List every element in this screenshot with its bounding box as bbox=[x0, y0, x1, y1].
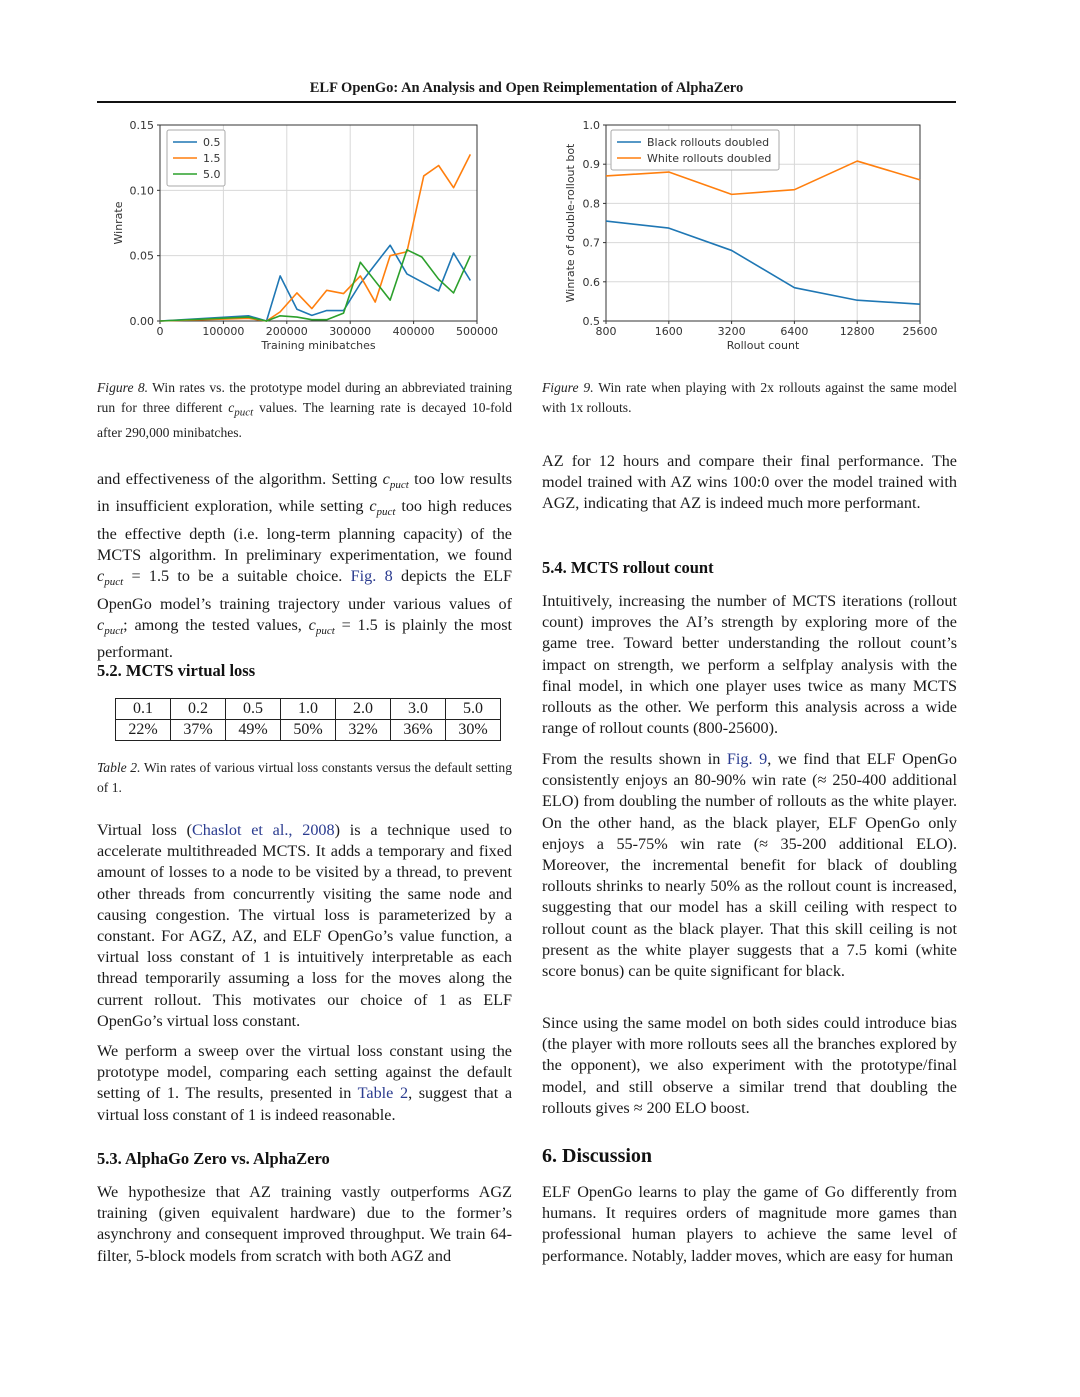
paragraph-cpuct: and effectiveness of the algorithm. Setting $c_{puct}$ too low results in insufficient exploration, while setting $c_{puct}$ too high reduces the effective depth (i.e. long-term planning capacity) of the MCTS algorithm. In preliminary experimentation, we found $c_{puct} = 1.5$ to be a suitable choice. Fig. 8 depicts the ELF OpenGo model’s training trajectory under various values of $c_{puct}$; among the tested values, $c_{puct} = 1.5$ is plainly the most performant. bbox=[97, 470, 512, 662]
table-cell: 50% bbox=[281, 720, 336, 741]
table-cell: 36% bbox=[391, 720, 446, 741]
table-header-cell: 0.5 bbox=[226, 699, 281, 720]
svg-text:1.5: 1.5 bbox=[203, 152, 221, 165]
table-header-cell: 5.0 bbox=[446, 699, 501, 720]
citation-link-chaslot[interactable]: Chaslot et al., 2008 bbox=[192, 821, 335, 839]
svg-text:25600: 25600 bbox=[902, 325, 938, 338]
svg-text:0.9: 0.9 bbox=[582, 158, 600, 172]
table-cell: 30% bbox=[446, 720, 501, 741]
svg-text:100000: 100000 bbox=[202, 325, 245, 338]
math-c-puct: $c_{puct}$ bbox=[97, 567, 124, 589]
running-title: ELF OpenGo: An Analysis and Open Reimplementation of AlphaZero bbox=[97, 80, 956, 103]
table-header-row bbox=[116, 699, 501, 720]
paragraph-discussion: ELF OpenGo learns to play the game of Go differently from humans. It requires orders of magnitude more games than professional human players to achieve the same level of performance. Notably, ladder moves, which are easy for human bbox=[542, 1183, 957, 1265]
svg-text:12800: 12800 bbox=[839, 325, 875, 338]
section-5-4-heading: 5.4. MCTS rollout count bbox=[542, 558, 714, 577]
svg-text:Rollout count: Rollout count bbox=[726, 339, 800, 352]
table-header-cell: 1.0 bbox=[281, 699, 336, 720]
paragraph-bias: Since using the same model on both sides could introduce bias (the player with more rollouts sees all the branches explored by the opponent), we also experiment with the prototype/final model, and still observe a similar trend that doubling the rollouts gives ≈ 200 ELO boost. bbox=[542, 1014, 957, 1117]
svg-text:0.6: 0.6 bbox=[582, 275, 600, 289]
paragraph-agz-vs-az: We hypothesize that AZ training vastly outperforms AGZ training (given equivalent hardware) due to the former’s asynchrony and consequent improved throughput. We train 64-filter, 5-block models from scratch with both AGZ and bbox=[97, 1183, 512, 1265]
figure-8-label: Figure 8. bbox=[97, 380, 149, 395]
table-2-label: Table 2. bbox=[97, 760, 141, 775]
svg-text:0.05: 0.05 bbox=[129, 249, 154, 263]
table-cell: 32% bbox=[336, 720, 391, 741]
figure-8-chart bbox=[100, 112, 520, 362]
math-c-puct: $c_{puct}$ bbox=[308, 615, 335, 638]
svg-text:0.15: 0.15 bbox=[129, 119, 154, 132]
section-5-3-heading: 5.3. AlphaGo Zero vs. AlphaZero bbox=[97, 1149, 330, 1168]
svg-text:0.00: 0.00 bbox=[129, 315, 154, 328]
svg-text:500000: 500000 bbox=[456, 325, 498, 338]
svg-text:0.10: 0.10 bbox=[129, 184, 154, 198]
table-2-link[interactable]: Table 2 bbox=[357, 1084, 409, 1103]
table-header-cell: 0.1 bbox=[116, 699, 171, 720]
math-c-puct: $c_{puct}$ bbox=[97, 615, 124, 638]
paragraph-az-result: AZ for 12 hours and compare their final performance. The model trained with AZ wins 100:0 over the model trained with AGZ, indicating that AZ is indeed much more performant. bbox=[542, 452, 957, 513]
table-2-caption: Table 2. Win rates of various virtual loss constants versus the default setting of 1. bbox=[97, 760, 513, 795]
table-cell: 22% bbox=[116, 720, 171, 741]
table-cell: 49% bbox=[226, 720, 281, 741]
paragraph-sweep: We perform a sweep over the virtual loss constant using the prototype model, comparing each setting against the default setting of 1. The results, presented in Table 2, suggest that a virtual loss constant of 1 is indeed reasonable. bbox=[97, 1042, 513, 1124]
figure-9-link[interactable]: Fig. 9 bbox=[726, 750, 768, 768]
figure-9-plot bbox=[540, 112, 960, 362]
figure-9-caption: Figure 9. Win rate when playing with 2x rollouts against the same model with 1x rollouts. bbox=[542, 380, 957, 415]
svg-text:0.8: 0.8 bbox=[582, 197, 600, 211]
table-cell: 37% bbox=[171, 720, 226, 741]
math-c-puct: $c_{puct}$ bbox=[369, 497, 396, 519]
figure-9-chart bbox=[540, 112, 960, 362]
figure-8-caption: Figure 8. Win rates vs. the prototype model during an abbreviated training run for three different $c_{puct}$ values. The learning rate is decayed 10-fold after 290,000 minibatches. bbox=[97, 380, 512, 440]
svg-text:Training minibatches: Training minibatches bbox=[261, 339, 376, 352]
svg-text:Winrate of double-rollout bot: Winrate of double-rollout bot bbox=[564, 143, 577, 303]
section-5-2-heading: 5.2. MCTS virtual loss bbox=[97, 661, 256, 680]
figure-8-link[interactable]: Fig. 8 bbox=[350, 567, 393, 586]
svg-text:5.0: 5.0 bbox=[203, 168, 221, 181]
svg-text:200000: 200000 bbox=[265, 325, 308, 338]
svg-text:300000: 300000 bbox=[329, 325, 372, 338]
section-6-heading: 6. Discussion bbox=[542, 1145, 653, 1167]
svg-text:Black rollouts doubled: Black rollouts doubled bbox=[647, 136, 770, 149]
svg-text:6400: 6400 bbox=[780, 325, 809, 338]
paragraph-virtual-loss: Virtual loss (Chaslot et al., 2008) is a technique used to accelerate multithreaded MCTS. It adds a temporary and fixed amount of losses to a node to be visited by a thread, to prevent other threads from concurrently visiting the same node and causing congestion. The virtual loss is parameterized by a constant. For AGZ, AZ, and ELF OpenGo’s value function, a virtual loss constant of 1 is intuitively interpretable as each thread temporarily assuming a loss for the moves along the current rollout. This motivates our choice of 1 as ELF OpenGo’s virtual loss constant. bbox=[97, 821, 513, 1030]
svg-text:0.5: 0.5 bbox=[203, 136, 221, 149]
svg-text:3200: 3200 bbox=[717, 325, 746, 338]
figure-8-plot bbox=[100, 112, 520, 362]
math-c-puct: $c_{puct}$ bbox=[382, 470, 409, 492]
figure-9-label: Figure 9. bbox=[542, 380, 594, 395]
paragraph-rollout-results: From the results shown in Fig. 9, we find that ELF OpenGo consistently enjoys an 80-90% win rate (≈ 250-400 additional ELO) from doubling the number of rollouts as the white player. On the other hand, as the black player, ELF OpenGo only enjoys a 55-75% win rate (≈ 35-200 additional ELO). Moreover, the incremental benefit for black of doubling rollouts shrinks to nearly 50% as the rollout count is increased, suggesting that our model has a skill ceiling with respect to rollout count as the black player. That this skill ceiling is not present as the white player suggests that a 7.5 komi (white score bonus) can be quite significant for black. bbox=[542, 750, 957, 981]
svg-text:0: 0 bbox=[156, 325, 164, 338]
table-header-cell: 3.0 bbox=[391, 699, 446, 720]
table-header-cell: 0.2 bbox=[171, 699, 226, 720]
table-row bbox=[116, 720, 501, 741]
svg-text:1.0: 1.0 bbox=[582, 119, 600, 132]
svg-text:White rollouts doubled: White rollouts doubled bbox=[647, 152, 772, 165]
svg-text:800: 800 bbox=[595, 325, 617, 338]
paragraph-rollout-intro: Intuitively, increasing the number of MCTS iterations (rollout count) improves the AI’s strength by exploring more of the game tree. Toward better understanding the rollout count’s impact on strength, we perform a selfplay analysis with the final model, in which one player uses twice as many MCTS rollouts as the other. We perform this analysis across a wide range of rollout counts (800-25600). bbox=[542, 592, 957, 738]
svg-text:0.5: 0.5 bbox=[582, 315, 600, 328]
svg-text:400000: 400000 bbox=[392, 325, 435, 338]
svg-text:1600: 1600 bbox=[654, 325, 683, 338]
svg-text:0.7: 0.7 bbox=[582, 236, 600, 250]
table-2 bbox=[115, 698, 501, 741]
table-header-cell: 2.0 bbox=[336, 699, 391, 720]
svg-text:Winrate: Winrate bbox=[112, 201, 125, 245]
